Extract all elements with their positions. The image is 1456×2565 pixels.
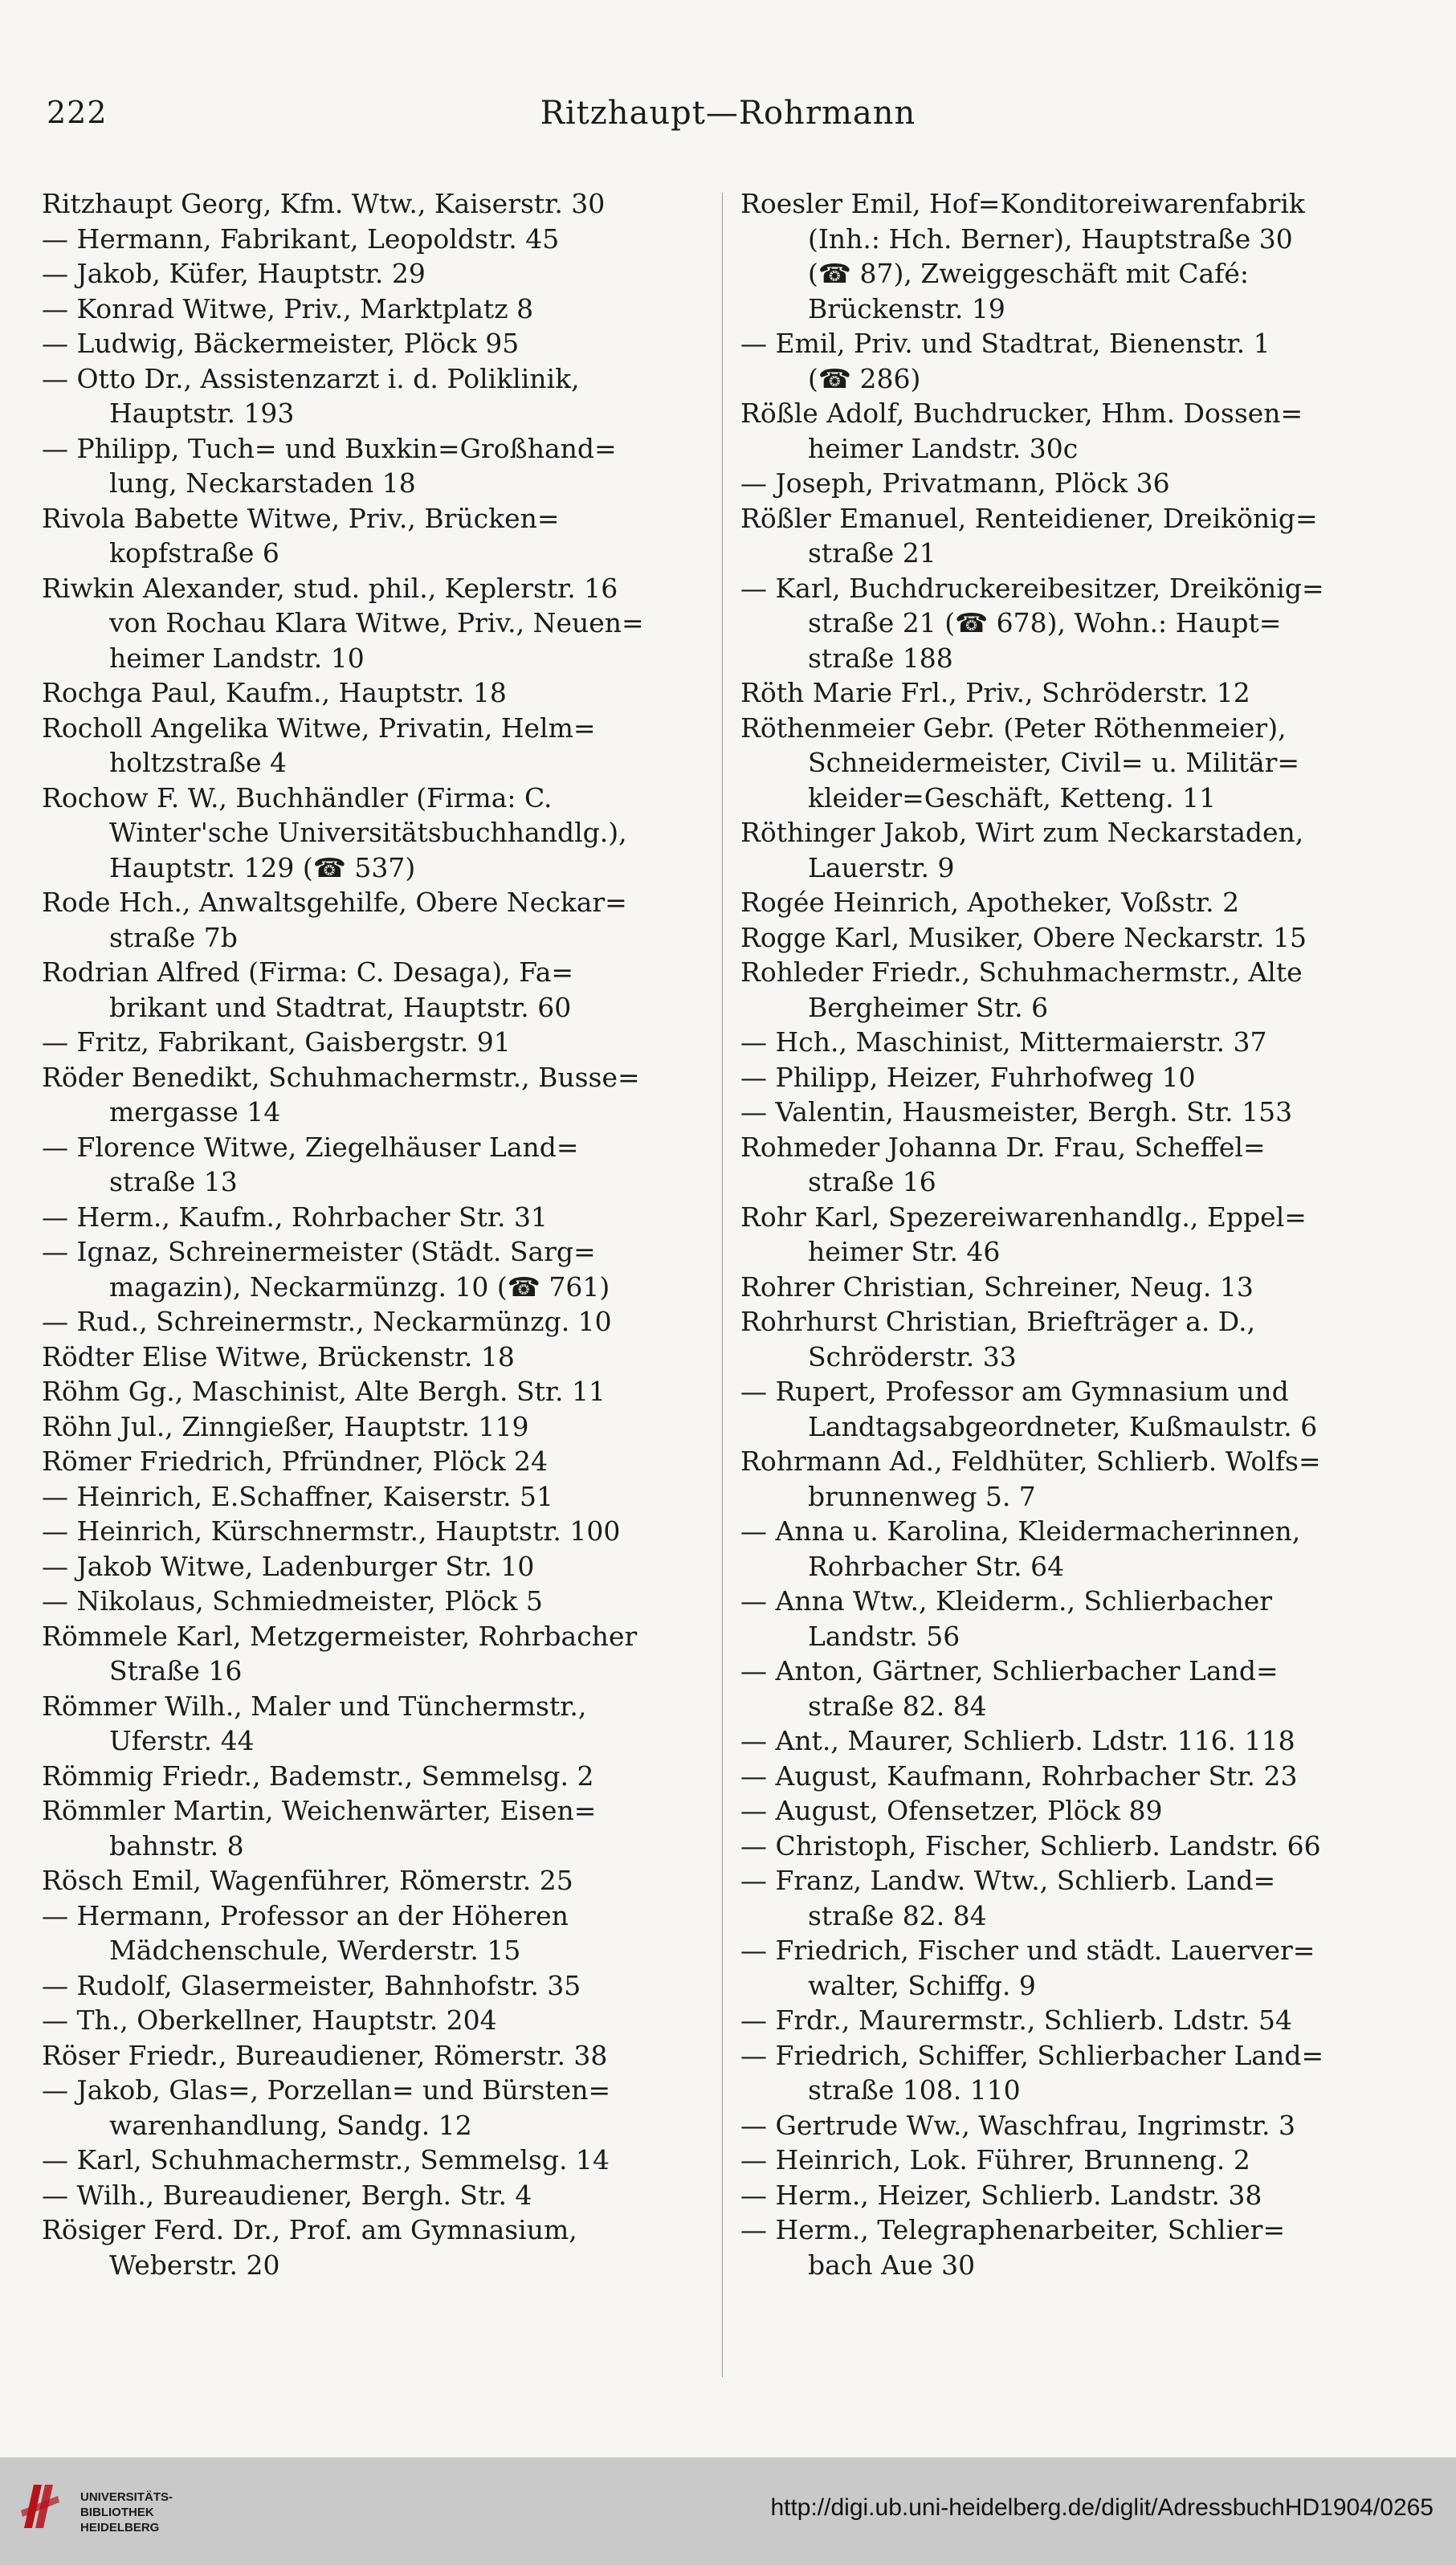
directory-entry: — Hermann, Professor an der Höheren — [42, 1899, 569, 1931]
directory-entry: Römer Friedrich, Pfründner, Plöck 24 — [42, 1446, 549, 1477]
entry-continuation: straße 16 — [808, 1166, 936, 1197]
directory-entry: Ritzhaupt Georg, Kfm. Wtw., Kaiserstr. 30 — [42, 188, 606, 219]
directory-entry: Rohmeder Johanna Dr. Frau, Scheffel= — [740, 1131, 1266, 1163]
directory-entry: — Hermann, Fabrikant, Leopoldstr. 45 — [42, 222, 560, 255]
entry-continuation: lung, Neckarstaden 18 — [109, 467, 416, 499]
directory-entry: Riwkin Alexander, stud. phil., Keplerstr. 16 — [42, 572, 618, 604]
directory-entry: — Philipp, Heizer, Fuhrhofweg 10 — [740, 1061, 1196, 1093]
entry-continuation: Brückenstr. 19 — [808, 292, 1005, 324]
right-column — [740, 186, 1427, 2282]
directory-entry: — Nikolaus, Schmiedmeister, Plöck 5 — [42, 1585, 543, 1617]
directory-entry: — Christoph, Fischer, Schlierb. Landstr. 66 — [740, 1829, 1321, 1862]
directory-entry: — Heinrich, E.Schaffner, Kaiserstr. 51 — [42, 1480, 554, 1512]
directory-entry: — Heinrich, Kürschnermstr., Hauptstr. 100 — [42, 1515, 621, 1547]
entry-continuation: brikant und Stadtrat, Hauptstr. 60 — [109, 991, 572, 1023]
directory-entry: — Karl, Schuhmachermstr., Semmelsg. 14 — [42, 2144, 610, 2176]
directory-entry: Röth Marie Frl., Priv., Schröderstr. 12 — [740, 677, 1250, 708]
directory-entry: — Rudolf, Glasermeister, Bahnhofstr. 35 — [42, 1969, 581, 2001]
directory-entry: Rogée Heinrich, Apotheker, Voßstr. 2 — [740, 887, 1240, 918]
entry-continuation: Hauptstr. 193 — [109, 398, 295, 429]
directory-entry: — Fritz, Fabrikant, Gaisbergstr. 91 — [42, 1026, 511, 1058]
entry-continuation: Straße 16 — [109, 1655, 243, 1686]
running-head: Ritzhaupt—Rohrmann — [540, 95, 916, 132]
page-number: 222 — [47, 95, 108, 130]
directory-entry: — Frdr., Maurermstr., Schlierb. Ldstr. 54 — [740, 2004, 1293, 2036]
entry-continuation: Weberstr. 20 — [109, 2249, 280, 2281]
directory-entry: Rode Hch., Anwaltsgehilfe, Obere Neckar= — [42, 887, 627, 918]
entry-continuation: straße 21 — [808, 537, 936, 569]
entry-continuation: straße 108. 110 — [808, 2074, 1021, 2106]
entry-continuation: warenhandlung, Sandg. 12 — [109, 2109, 472, 2141]
entry-continuation: Winter'sche Universitätsbuchhandlg.), — [109, 817, 627, 848]
directory-entry: — Anna u. Karolina, Kleidermacherinnen, — [740, 1515, 1301, 1547]
directory-entry: Rödter Elise Witwe, Brückenstr. 18 — [42, 1340, 515, 1372]
library-seal-icon — [18, 2478, 63, 2534]
directory-entry: — Valentin, Hausmeister, Bergh. Str. 153 — [740, 1096, 1293, 1128]
directory-entry: — Anton, Gärtner, Schlierbacher Land= — [740, 1655, 1279, 1686]
directory-entry: Rogge Karl, Musiker, Obere Neckarstr. 15 — [740, 921, 1307, 953]
entry-continuation: Mädchenschule, Werderstr. 15 — [109, 1935, 521, 1966]
entry-continuation: Schröderstr. 33 — [808, 1340, 1017, 1372]
entry-continuation: heimer Landstr. 30c — [808, 432, 1079, 464]
entry-continuation: straße 82. 84 — [808, 1690, 987, 1722]
entry-continuation: kopfstraße 6 — [109, 537, 279, 569]
entry-continuation: (☎ 87), Zweiggeschäft mit Café: — [808, 258, 1250, 289]
entry-continuation: holtzstraße 4 — [109, 747, 288, 778]
directory-entry: Röder Benedikt, Schuhmachermstr., Busse= — [42, 1061, 640, 1093]
directory-entry: — Ignaz, Schreinermeister (Städt. Sarg= — [42, 1236, 596, 1267]
column-divider — [722, 193, 723, 2377]
library-logo — [18, 2472, 186, 2552]
directory-entry: — Otto Dr., Assistenzarzt i. d. Poliklinik, — [42, 362, 580, 394]
directory-entry: Röthenmeier Gebr. (Peter Röthenmeier), — [740, 712, 1287, 744]
footer-bar — [0, 2457, 1456, 2565]
entry-continuation: brunnenweg 5. 7 — [808, 1480, 1036, 1512]
library-name: UNIVERSITÄTS- BIBLIOTHEK HEIDELBERG — [80, 2490, 173, 2534]
directory-entry: — Jakob Witwe, Ladenburger Str. 10 — [42, 1550, 535, 1582]
directory-entry: Römmler Martin, Weichenwärter, Eisen= — [42, 1795, 597, 1826]
directory-entry: — Ludwig, Bäckermeister, Plöck 95 — [42, 328, 520, 359]
directory-entry: Rösch Emil, Wagenführer, Römerstr. 25 — [42, 1865, 573, 1896]
directory-entry: — Ant., Maurer, Schlierb. Ldstr. 116. 118 — [740, 1725, 1295, 1756]
directory-entry: — Jakob, Glas=, Porzellan= und Bürsten= — [42, 2074, 611, 2106]
directory-entry: Römmig Friedr., Bademstr., Semmelsg. 2 — [42, 1760, 594, 1792]
directory-entry: — Herm., Kaufm., Rohrbacher Str. 31 — [42, 1201, 548, 1233]
directory-entry: — Karl, Buchdruckereibesitzer, Dreikönig= — [740, 572, 1324, 604]
directory-entry: Rohrmann Ad., Feldhüter, Schlierb. Wolfs= — [740, 1446, 1321, 1477]
directory-entry: Rochow F. W., Buchhändler (Firma: C. — [42, 781, 553, 814]
directory-entry: Röser Friedr., Bureaudiener, Römerstr. 38 — [42, 2039, 608, 2071]
directory-entry: Roesler Emil, Hof=Konditoreiwarenfabrik — [740, 188, 1305, 219]
directory-entry: — Gertrude Ww., Waschfrau, Ingrimstr. 3 — [740, 2109, 1295, 2141]
directory-entry: — Heinrich, Lok. Führer, Brunneng. 2 — [740, 2144, 1250, 2176]
entry-continuation: (Inh.: Hch. Berner), Hauptstraße 30 — [808, 222, 1293, 255]
entry-continuation: Bergheimer Str. 6 — [808, 991, 1049, 1023]
directory-entry: — Rud., Schreinermstr., Neckarmünzg. 10 — [42, 1306, 612, 1337]
entry-continuation: straße 7b — [109, 921, 238, 953]
entry-continuation: straße 188 — [808, 642, 953, 674]
directory-entry: — Wilh., Bureaudiener, Bergh. Str. 4 — [42, 2179, 532, 2211]
entry-continuation: heimer Str. 46 — [808, 1236, 1001, 1267]
directory-entry: Rivola Babette Witwe, Priv., Brücken= — [42, 502, 560, 534]
entry-continuation: straße 13 — [109, 1166, 238, 1197]
entry-continuation: heimer Landstr. 10 — [109, 642, 365, 674]
entry-continuation: Landtagsabgeordneter, Kußmaulstr. 6 — [808, 1410, 1318, 1442]
entry-continuation: Rohrbacher Str. 64 — [808, 1550, 1065, 1582]
entry-continuation: Hauptstr. 129 (☎ 537) — [109, 851, 416, 883]
directory-entry: Rohleder Friedr., Schuhmachermstr., Alte — [740, 956, 1303, 988]
directory-entry: — Anna Wtw., Kleiderm., Schlierbacher — [740, 1585, 1273, 1617]
entry-continuation: magazin), Neckarmünzg. 10 (☎ 761) — [109, 1270, 610, 1303]
directory-entry: Röhn Jul., Zinngießer, Hauptstr. 119 — [42, 1410, 529, 1442]
directory-entry: Röhm Gg., Maschinist, Alte Bergh. Str. 11 — [42, 1376, 606, 1407]
directory-entry: Röthinger Jakob, Wirt zum Neckarstaden, — [740, 817, 1304, 848]
left-column — [42, 186, 716, 2282]
entry-continuation: bahnstr. 8 — [109, 1829, 244, 1862]
directory-entry: — Herm., Heizer, Schlierb. Landstr. 38 — [740, 2179, 1262, 2211]
directory-entry: Rohrhurst Christian, Briefträger a. D., — [740, 1306, 1256, 1337]
directory-entry: — Emil, Priv. und Stadtrat, Bienenstr. 1 — [740, 328, 1270, 359]
directory-entry: — Rupert, Professor am Gymnasium und — [740, 1376, 1289, 1407]
directory-entry: Rohr Karl, Spezereiwarenhandlg., Eppel= — [740, 1201, 1307, 1233]
directory-entry: — Konrad Witwe, Priv., Marktplatz 8 — [42, 292, 534, 324]
source-url-link[interactable]: http://digi.ub.uni-heidelberg.de/diglit/AdressbuchHD1904/0265 — [770, 2494, 1434, 2521]
directory-entry: — Franz, Landw. Wtw., Schlierb. Land= — [740, 1865, 1276, 1896]
directory-entry: Rohrer Christian, Schreiner, Neug. 13 — [740, 1270, 1254, 1303]
entry-continuation: Lauerstr. 9 — [808, 851, 955, 883]
directory-entry: Rochga Paul, Kaufm., Hauptstr. 18 — [42, 677, 507, 708]
directory-entry: — August, Ofensetzer, Plöck 89 — [740, 1795, 1163, 1826]
directory-entry: — Friedrich, Schiffer, Schlierbacher Land= — [740, 2039, 1324, 2071]
directory-entry: Rocholl Angelika Witwe, Privatin, Helm= — [42, 712, 596, 744]
directory-entry: — Joseph, Privatmann, Plöck 36 — [740, 467, 1170, 499]
entry-continuation: Uferstr. 44 — [109, 1725, 255, 1756]
entry-continuation: von Rochau Klara Witwe, Priv., Neuen= — [109, 607, 644, 638]
directory-entry: Rodrian Alfred (Firma: C. Desaga), Fa= — [42, 956, 574, 988]
directory-entry: — Th., Oberkellner, Hauptstr. 204 — [42, 2004, 497, 2036]
entry-continuation: Schneidermeister, Civil= u. Militär= — [808, 747, 1300, 778]
entry-continuation: bach Aue 30 — [808, 2249, 976, 2281]
directory-entry: — Herm., Telegraphenarbeiter, Schlier= — [740, 2214, 1286, 2245]
directory-entry: Römmer Wilh., Maler und Tünchermstr., — [42, 1690, 587, 1722]
directory-entry: Rösiger Ferd. Dr., Prof. am Gymnasium, — [42, 2214, 577, 2245]
directory-entry: Rößle Adolf, Buchdrucker, Hhm. Dossen= — [740, 398, 1303, 429]
entry-continuation: Landstr. 56 — [808, 1620, 960, 1652]
entry-continuation: kleider=Geschäft, Ketteng. 11 — [808, 781, 1217, 814]
directory-entry: — Jakob, Küfer, Hauptstr. 29 — [42, 258, 426, 289]
entry-continuation: straße 82. 84 — [808, 1899, 987, 1931]
directory-entry: — Philipp, Tuch= und Buxkin=Großhand= — [42, 432, 617, 464]
entry-continuation: (☎ 286) — [808, 362, 921, 394]
directory-entry: Römmele Karl, Metzgermeister, Rohrbacher — [42, 1620, 638, 1652]
entry-continuation: walter, Schiffg. 9 — [808, 1969, 1036, 2001]
directory-entry: — Hch., Maschinist, Mittermaierstr. 37 — [740, 1026, 1267, 1058]
directory-entry: — Friedrich, Fischer und städt. Lauerver= — [740, 1935, 1315, 1966]
entry-continuation: mergasse 14 — [109, 1096, 281, 1128]
directory-entry: — August, Kaufmann, Rohrbacher Str. 23 — [740, 1760, 1298, 1792]
entry-continuation: straße 21 (☎ 678), Wohn.: Haupt= — [808, 607, 1282, 638]
directory-entry: Rößler Emanuel, Renteidiener, Dreikönig= — [740, 502, 1318, 534]
directory-entry: — Florence Witwe, Ziegelhäuser Land= — [42, 1131, 579, 1163]
